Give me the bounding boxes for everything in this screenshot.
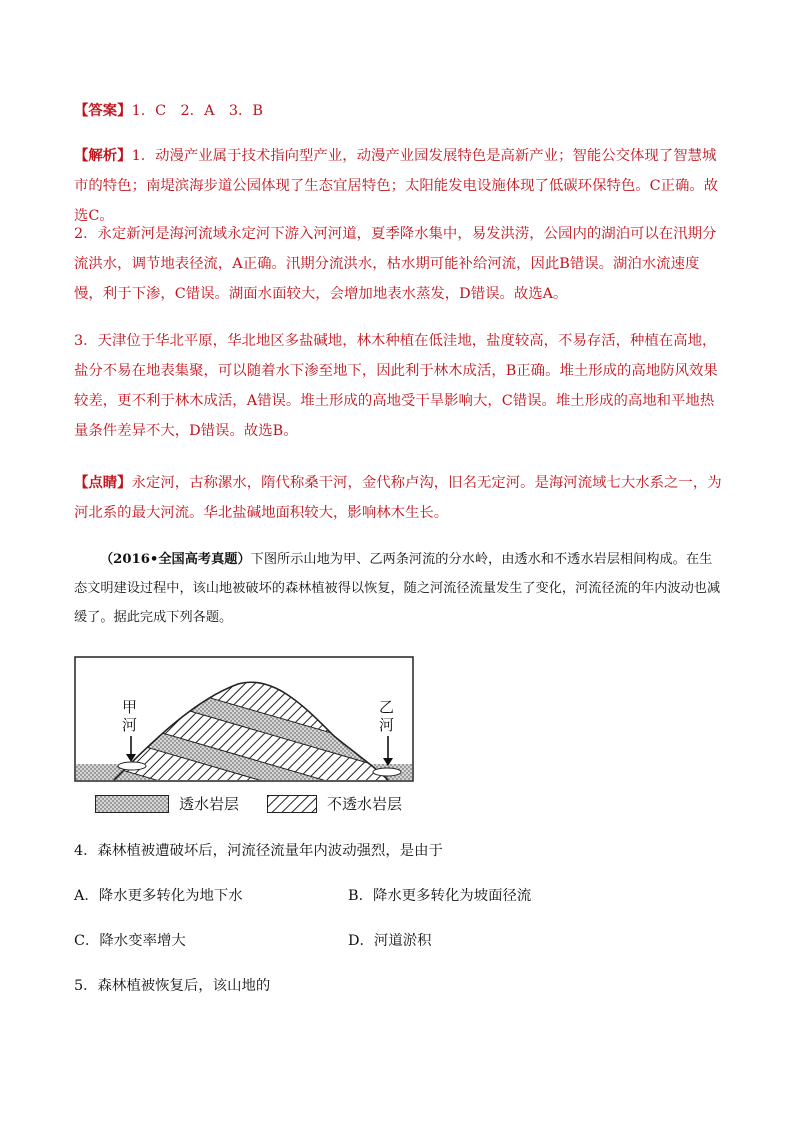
answer-text: 1．C 2．A 3．B [131,103,263,119]
comment-tag: 【点睛】 [74,474,132,491]
analysis-paragraph-1 [74,141,722,231]
analysis-paragraph-2: 2．永定新河是海河流域永定河下游入河河道，夏季降水集中，易发洪涝，公园内的湖泊可以在汛期分流洪水，调节地表径流，A正确。汛期分流洪水，枯水期可能补给河流，因此B错误。湖泊水流速度慢，利于下渗，C错误。湖面水面较大，会增加地表水蒸发，D错误。故选A。 [74,226,717,302]
legend-impermeable-label: 不透水岩层 [327,795,403,813]
cross-section-figure [74,656,419,816]
analysis-tag: 【解析】 [74,147,132,164]
river-yi-channel [373,768,401,776]
question-4-option-d: D．河道淤积 [348,933,432,949]
question-4-option-a: A．降水更多转化为地下水 [74,888,243,904]
river-jia-channel [118,762,146,770]
river-jia-label-1: 甲 [122,698,138,716]
legend-permeable-label: 透水岩层 [179,795,240,813]
river-jia-label-2: 河 [122,716,138,734]
answer-line [74,96,722,126]
question-5-stem: 5．森林植被恢复后，该山地的 [74,978,271,994]
analysis-paragraph-3: 3．天津位于华北平原，华北地区多盐碱地，林木种植在低洼地，盐度较高，不易存活，种植在高地，盐分不易在地表集聚，可以随着水下渗至地下，因此利于林木成活，B正确。堆土形成的高地防风效果较差，更不利于林木成活，A错误。堆土形成的高地受干旱影响大，C错误。堆土形成的高地和平地热量条件差异不大，D错误。故选B。 [74,333,718,439]
cross-section-diagram [74,656,419,786]
question-intro [74,545,722,632]
question-4-option-c: C．降水变率增大 [74,933,186,949]
question-4-stem: 4．森林植被遭破坏后，河流径流量年内波动强烈，是由于 [74,843,443,859]
analysis-p1-text: 1．动漫产业属于技术指向型产业，动漫产业园发展特色是高新产业；智能公交体现了智慧城市的特色；南堤滨海步道公园体现了生态宜居特色；太阳能发电设施体现了低碳环保特色。C正确。故选C。 [74,148,719,224]
permeable-swatch [95,795,169,813]
river-yi-label-2: 河 [379,716,395,734]
legend-impermeable [267,793,402,815]
question-4-option-b: B．降水更多转化为坡面径流 [348,888,532,904]
answer-tag: 【答案】 [74,102,132,119]
comment-text: 永定河，古称漯水，隋代称桑干河，金代称卢沟，旧名无定河。是海河流域七大水系之一，为河北系的最大河流。华北盐碱地面积较大，影响林木生长。 [74,475,722,521]
legend-permeable [95,793,239,815]
question-source: （2016•全国高考真题） [100,552,251,567]
question-intro-text: 下图所示山地为甲、乙两条河流的分水岭，由透水和不透水岩层相间构成。在生态文明建设过程中，该山地被破坏的森林植被得以恢复，随之河流径流量发生了变化，河流径流的年内波动也减缓了。据此完成下列各题。 [74,552,721,625]
comment-paragraph [74,468,722,528]
river-yi-label-1: 乙 [379,698,395,716]
impermeable-swatch [267,795,317,813]
